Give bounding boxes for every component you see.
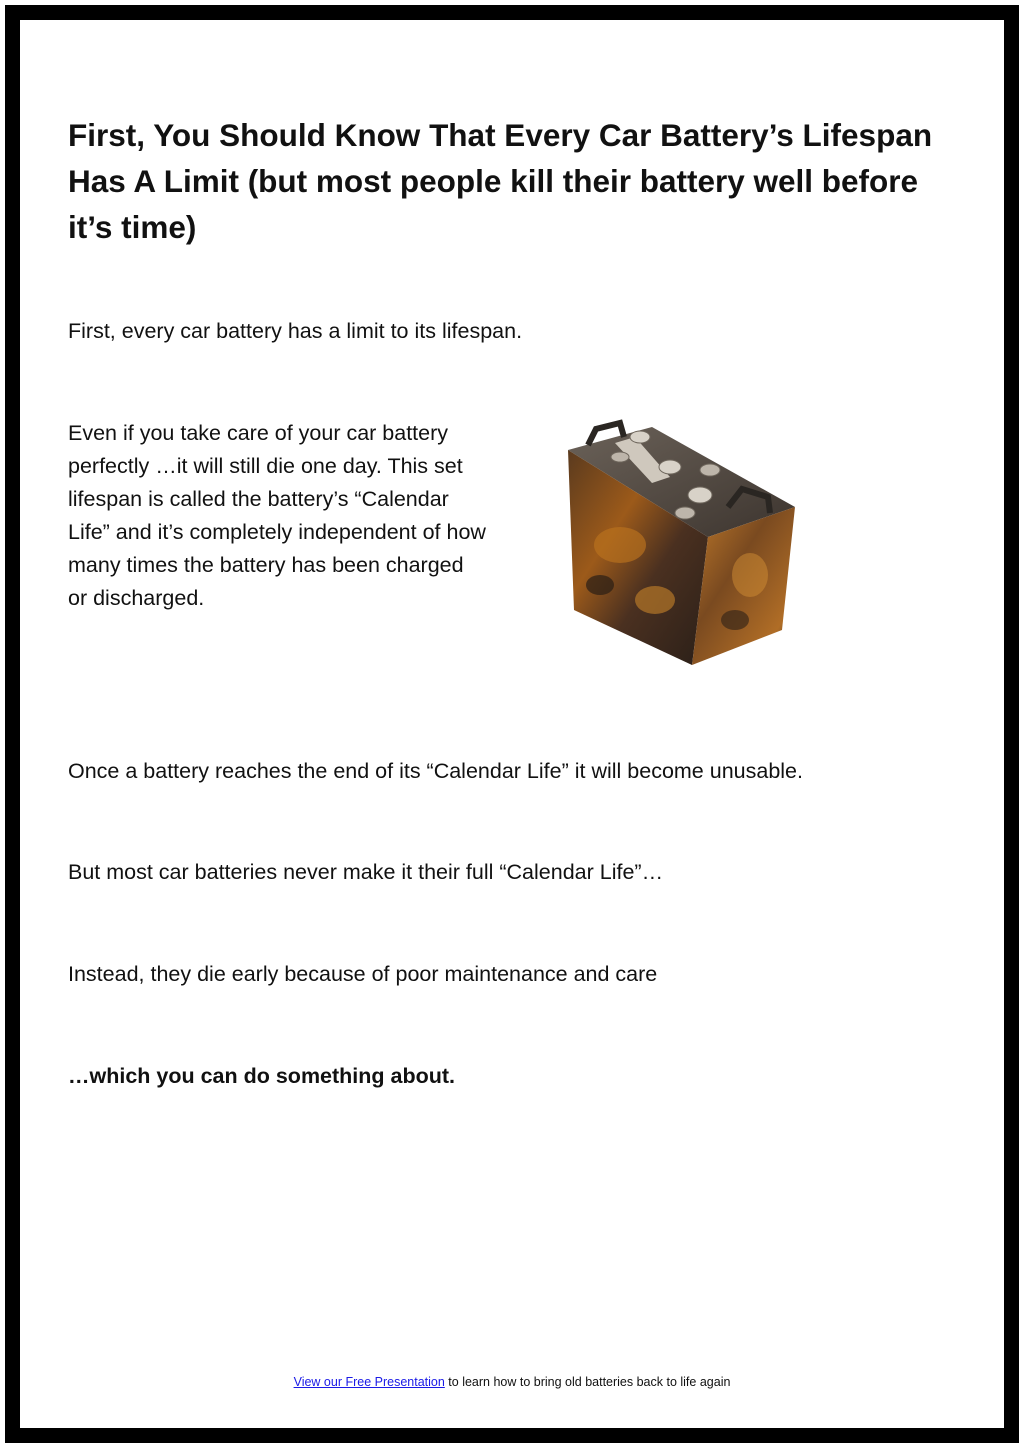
paragraph-never-full-life: But most car batteries never make it their full “Calendar Life”…	[68, 860, 664, 884]
footer-text: to learn how to bring old batteries back to life again	[444, 1375, 731, 1389]
paragraph-lifespan-limit: First, every car battery has a limit to its lifespan.	[68, 319, 523, 343]
paragraph-die-early: Instead, they die early because of poor maintenance and care	[68, 962, 658, 986]
paragraph-call-to-action: …which you can do something about.	[68, 1064, 456, 1088]
paragraph-end-of-calendar-life: Once a battery reaches the end of its “Calendar Life” it will become unusable.	[68, 759, 803, 783]
paragraph-calendar-life: Even if you take care of your car battery perfectly …it will still die one day. This set lifespan is called the battery’s “Calendar Life” and it’s completely independent of how many times the battery has been charged or discharged.	[68, 421, 486, 610]
car-battery-image	[560, 415, 805, 677]
page-title: First, You Should Know That Every Car Battery’s Lifespan Has A Limit (but most people kill their battery well before it’s time)	[68, 117, 933, 245]
free-presentation-link[interactable]: View our Free Presentation	[293, 1375, 445, 1389]
footer	[0, 1374, 1024, 1390]
